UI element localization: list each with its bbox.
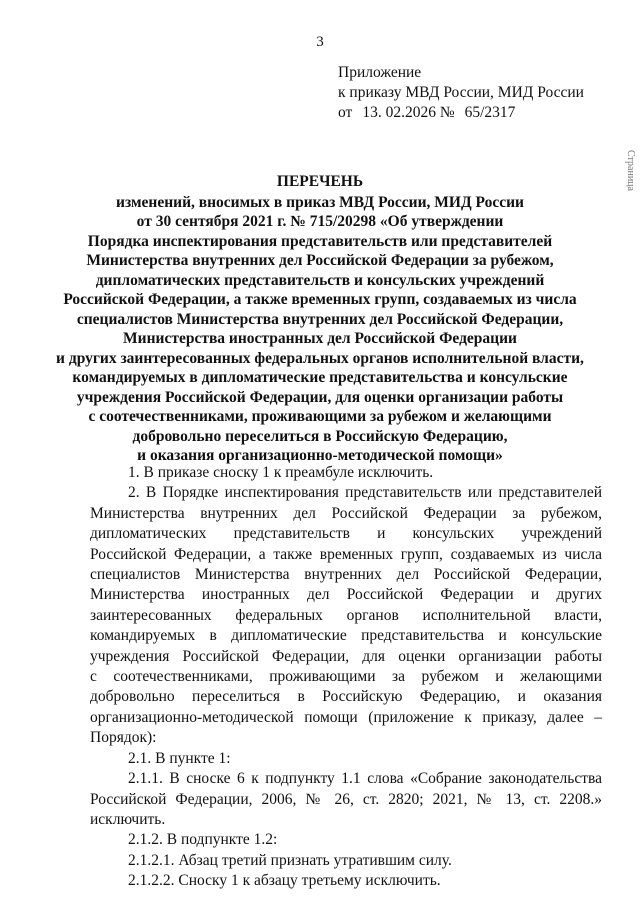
title-line: от 30 сентября 2021 г. № 715/20298 «Об утверждении bbox=[136, 213, 504, 230]
paragraph-line: Российской Федерации, 2006, № 26, ст. 2820; 2021, № 13, ст. 2208.» bbox=[90, 790, 602, 808]
title-line: командируемых в дипломатические представительства и консульские bbox=[72, 369, 568, 386]
appendix-number-sign: № bbox=[439, 104, 455, 121]
page-edge-mark: Страница bbox=[625, 150, 636, 191]
title-line: Министерства внутренних дел Российской Федерации за рубежом, bbox=[86, 252, 554, 269]
paragraph-line: дипломатических представительств и консульских учреждений bbox=[90, 525, 602, 543]
paragraph-line: 2. В Порядке инспектирования представительств или представителей bbox=[128, 484, 602, 502]
appendix-date-prefix: от bbox=[338, 104, 353, 121]
title-line: изменений, вносимых в приказ МВД России, МИД России bbox=[116, 193, 524, 211]
title-line: специалистов Министерства внутренних дел Российской Федерации, bbox=[76, 310, 564, 328]
appendix-number: 65/2317 bbox=[464, 104, 516, 121]
appendix-date-number bbox=[338, 103, 584, 123]
title-heading: ПЕРЕЧЕНЬ bbox=[276, 173, 364, 190]
title-line: и оказания организационно-методической помощи» bbox=[137, 447, 503, 464]
paragraph-3: 2.1. В пункте 1: bbox=[128, 749, 231, 767]
title-line: с соотечественниками, проживающими за рубежом и желающими bbox=[88, 408, 552, 425]
paragraph-line: Министерства внутренних дел Российской Федерации за рубежом, bbox=[90, 504, 602, 522]
paragraph-line: Порядок): bbox=[90, 729, 157, 747]
paragraph-1: 1. В приказе сноску 1 к преамбуле исключить. bbox=[128, 464, 434, 481]
paragraph-line: организационно-методической помощи (приложение к приказу, далее – bbox=[90, 708, 602, 726]
paragraph-line: Российской Федерации, а также временных групп, создаваемых из числа bbox=[90, 545, 602, 563]
paragraph-line: командируемых в дипломатические представительства и консульские bbox=[90, 627, 602, 645]
title-line: и других заинтересованных федеральных органов исполнительной власти, bbox=[56, 349, 584, 367]
paragraph-line: с соотечественниками, проживающими за рубежом и желающими bbox=[90, 668, 602, 686]
title-line: добровольно переселиться в Российскую Федерацию, bbox=[132, 427, 508, 445]
document-title bbox=[0, 172, 640, 466]
paragraph-line: 2.1.1. В сноске 6 к подпункту 1.1 слова «Собрание законодательства bbox=[128, 770, 602, 788]
title-line: учреждения Российской Федерации, для оценки организации работы bbox=[76, 388, 564, 406]
paragraph-2 bbox=[90, 483, 602, 748]
page-number: 3 bbox=[316, 34, 324, 50]
appendix-order-reference: к приказу МВД России, МИД России bbox=[338, 84, 584, 101]
title-line: Российской Федерации, а также временных групп, создаваемых из числа bbox=[63, 291, 577, 308]
appendix-date: 13. 02.2026 bbox=[362, 104, 436, 121]
paragraph-7: 2.1.2.2. Сноску 1 к абзацу третьему исключить. bbox=[128, 872, 441, 890]
document-body bbox=[90, 463, 602, 892]
paragraph-line: исключить. bbox=[90, 810, 166, 828]
paragraph-line: учреждения Российской Федерации, для оценки организации работы bbox=[90, 647, 602, 665]
paragraph-line: добровольно переселиться в Российскую Федерацию, и оказания bbox=[90, 688, 602, 706]
paragraph-5: 2.1.2. В подпункте 1.2: bbox=[128, 831, 278, 849]
title-line: Министерства иностранных дел Российской Федерации bbox=[123, 330, 517, 347]
paragraph-4 bbox=[90, 769, 602, 830]
appendix-header bbox=[338, 63, 584, 123]
paragraph-6: 2.1.2.1. Абзац третий признать утратившим силу. bbox=[128, 851, 452, 869]
appendix-title: Приложение bbox=[338, 64, 422, 81]
paragraph-line: специалистов Министерства внутренних дел Российской Федерации, bbox=[90, 566, 602, 584]
paragraph-line: Министерства иностранных дел Российской Федерации и других bbox=[90, 586, 602, 604]
title-line: дипломатических представительств и консульских учреждений bbox=[95, 271, 545, 289]
title-line: Порядка инспектирования представительств или представителей bbox=[87, 232, 553, 250]
paragraph-line: заинтересованных федеральных органов исполнительной власти, bbox=[90, 606, 602, 624]
